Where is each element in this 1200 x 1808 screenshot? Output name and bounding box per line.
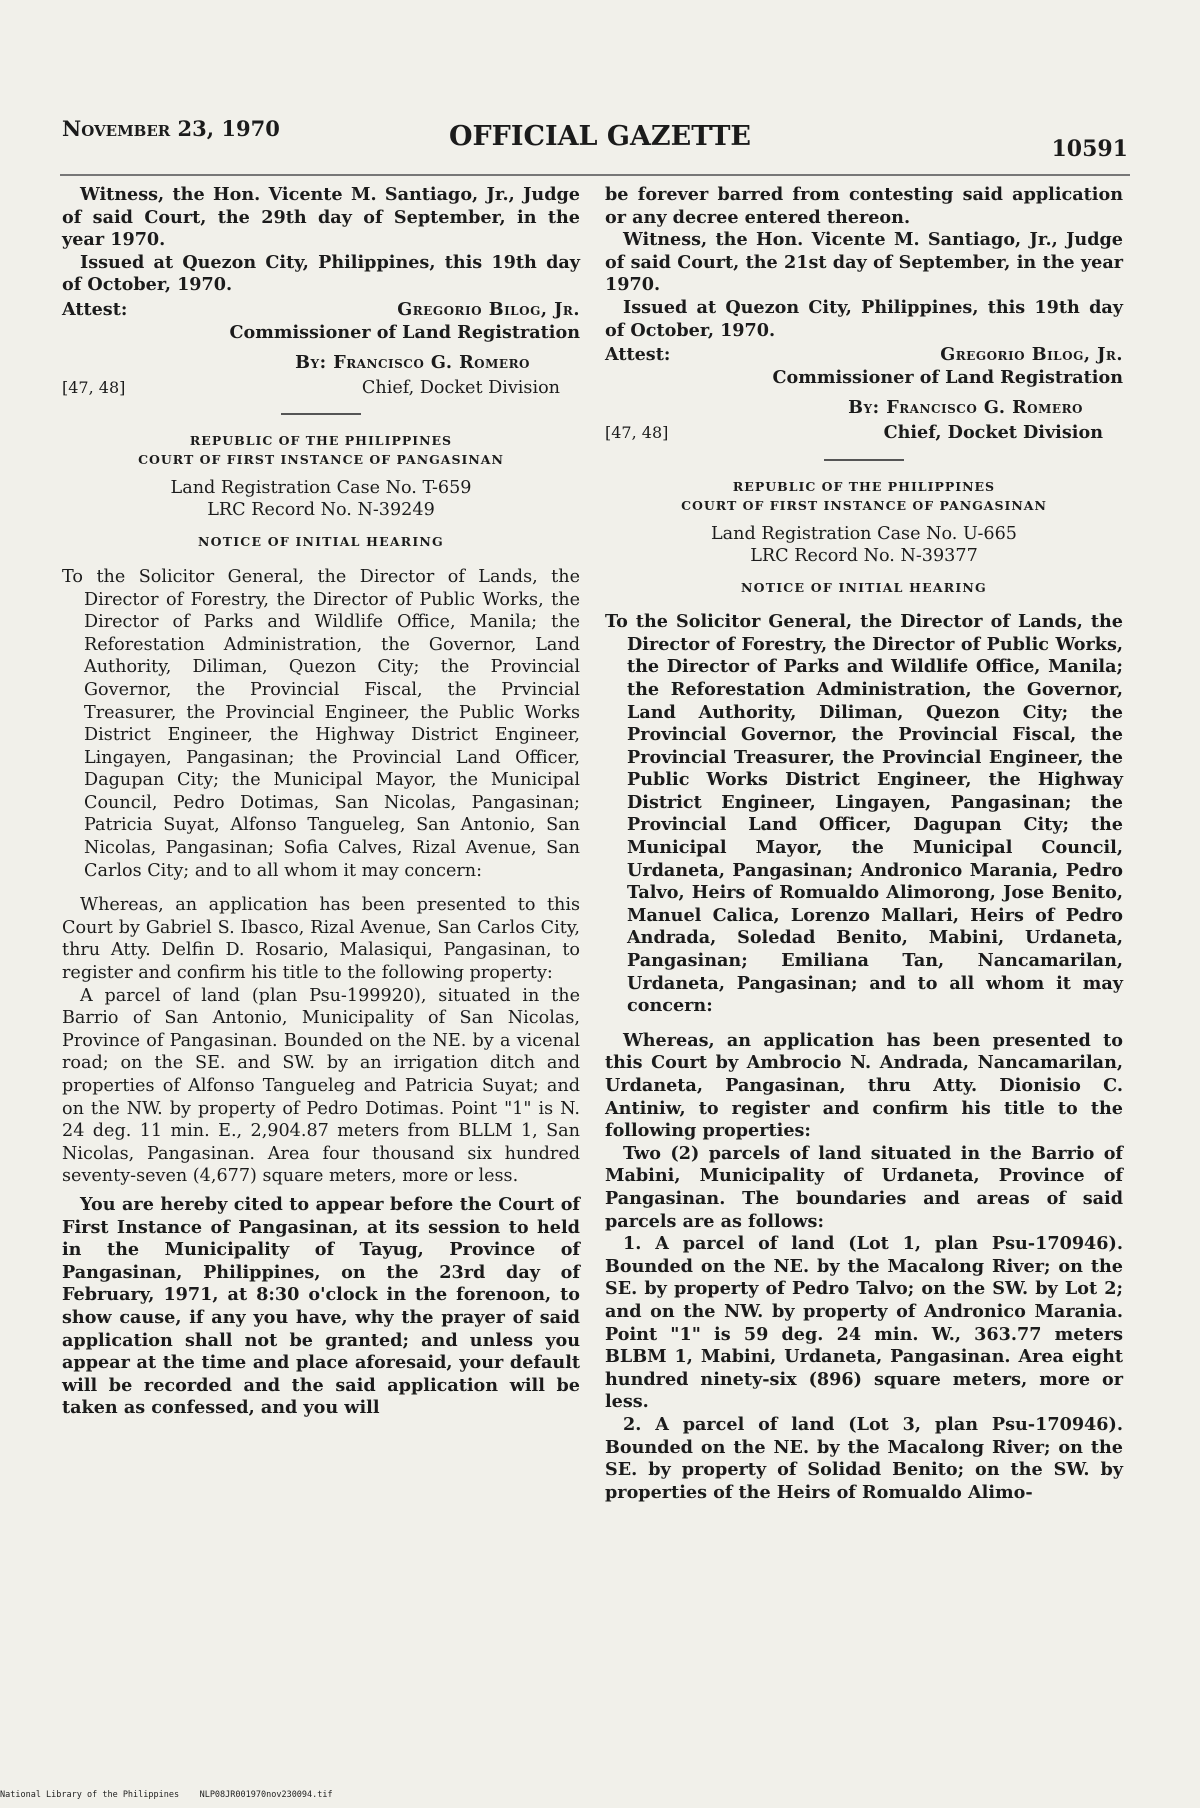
court-heading: COURT OF FIRST INSTANCE OF PANGASINAN [138, 452, 504, 468]
barred-paragraph: be forever barred from contesting said application or any decree entered thereon. [605, 184, 1123, 228]
witness-paragraph: Witness, the Hon. Vicente M. Santiago, Jr., Judge of said Court, the 29th day of September, in the year 1970. [62, 184, 580, 251]
issued-paragraph: Issued at Quezon City, Philippines, this 19th day of October, 1970. [62, 251, 580, 296]
issue-date: November 23, 1970 [62, 116, 280, 141]
lrc-record-right: LRC Record No. N-39377 [750, 545, 978, 566]
parcel-1-paragraph: 1. A parcel of land (Lot 1, plan Psu-170946). Bounded on the NE. by the Macalong River; on the SE. by property of Pedro Talvo; on the SW. by Lot 2; and on the NW. by property of Andronico Marania. Point "1" is 59 deg. 24 min. W., 363.77 meters BLBM 1, Mabini, Urdaneta, Pangasinan. Area eight hundred ninety-six (896) square meters, more or less. [605, 1233, 1123, 1413]
signatory [229, 299, 580, 344]
parcel-2-paragraph: 2. A parcel of land (Lot 3, plan Psu-170946). Bounded on the NE. by the Macalong River; on the SE. by property of Solidad Benito; on the SW. by properties of the Heirs of Romualdo Alimo- [605, 1413, 1123, 1503]
commissioner-name-right: Gregorio Bilog, Jr. [940, 344, 1123, 366]
chief-block-right [605, 422, 1123, 445]
case-number: Land Registration Case No. T-659 [170, 478, 472, 499]
publication-title: OFFICIAL GAZETTE [448, 121, 752, 152]
notice-heading: NOTICE OF INITIAL HEARING [198, 534, 444, 550]
republic-heading: REPUBLIC OF THE PHILIPPINES [189, 433, 453, 449]
header-rule [60, 174, 1130, 176]
scan-source-footer: National Library of the Philippines NLP08JR001970nov230094.tif [0, 1790, 333, 1800]
page-number: 10591 [1051, 136, 1128, 162]
chief-title-right: Chief, Docket Division [883, 421, 1103, 443]
attest-block [62, 299, 580, 344]
signatory-right [772, 344, 1123, 389]
attest-label-right: Attest: [605, 344, 671, 366]
by-block-right [605, 397, 1123, 420]
two-parcels-paragraph: Two (2) parcels of land situated in the Barrio of Mabini, Municipality of Urdaneta, Province of Pangasinan. The boundaries and areas of said parcels are as follows: [605, 1142, 1123, 1232]
notice-heading-right: NOTICE OF INITIAL HEARING [741, 579, 987, 595]
reference-mark-right: [47, 48] [605, 422, 669, 442]
issued-paragraph-right: Issued at Quezon City, Philippines, this 19th day of October, 1970. [605, 296, 1123, 341]
by-line: By: Francisco G. Romero [295, 352, 530, 374]
by-line-right: By: Francisco G. Romero [848, 397, 1083, 419]
section-separator-right [824, 459, 904, 461]
right-column [605, 184, 1123, 1504]
attest-label: Attest: [62, 298, 128, 320]
whereas-paragraph: Whereas, an application has been presented to this Court by Gabriel S. Ibasco, Rizal Avenue, San Carlos City, thru Atty. Delfin D. Rosario, Malasiqui, Pangasinan, to register and confirm his title to the following property: [62, 895, 580, 984]
section-separator [281, 413, 361, 415]
parcel-paragraph: A parcel of land (plan Psu-199920), situated in the Barrio of San Antonio, Municipality of San Nicolas, Province of Pangasinan. Bounded on the NE. by a vicenal road; on the SE. and SW. by an irrigation ditch and properties of Alfonso Tangueleg and Patricia Suyat; and on the NW. by property of Pedro Dotimas. Point "1" is N. 24 deg. 11 min. E., 2,904.87 meters from BLLM 1, San Nicolas, Pangasinan. Area four thousand six hundred seventy-seven (4,677) square meters, more or less. [62, 985, 580, 1187]
addressees-paragraph-right: To the Solicitor General, the Director of Lands, the Director of Forestry, the Director of Public Works, the Director of Parks and Wildlife Office, Manila; the Reforestation Administration, the Governor, Land Authority, Diliman, Quezon City; the Provincial Governor, the Provincial Fiscal, the Provincial Treasurer, the Provincial Engineer, the Public Works District Engineer, the Highway District Engineer, Lingayen, Pangasinan; the Provincial Land Officer, Dagupan City; the Municipal Mayor, the Municipal Council, Urdaneta, Pangasinan; Andronico Marania, Pedro Talvo, Heirs of Romualdo Alimorong, Jose Benito, Manuel Calica, Lorenzo Mallari, Heirs of Pedro Andrada, Soledad Benito, Mabini, Urdaneta, Pangasinan; Emiliana Tan, Nancamarilan, Urdaneta, Pangasinan; and to all whom it may concern: [605, 611, 1123, 1017]
case-number-block-right [605, 523, 1123, 567]
case-number-block [62, 477, 580, 521]
commissioner-title: Commissioner of Land Registration [229, 321, 580, 343]
commissioner-name: Gregorio Bilog, Jr. [397, 298, 580, 320]
republic-heading-right: REPUBLIC OF THE PHILIPPINES [732, 478, 996, 494]
commissioner-title-right: Commissioner of Land Registration [772, 366, 1123, 388]
chief-title: Chief, Docket Division [361, 377, 560, 398]
left-column [62, 184, 580, 1420]
witness-paragraph-right: Witness, the Hon. Vicente M. Santiago, Jr., Judge of said Court, the 21st day of September, in the year 1970. [605, 229, 1123, 296]
by-block [62, 352, 580, 375]
lrc-record: LRC Record No. N-39249 [207, 500, 435, 521]
case-number-right: Land Registration Case No. U-665 [710, 523, 1017, 544]
chief-block [62, 377, 580, 400]
attest-block-right [605, 344, 1123, 389]
court-heading-right: COURT OF FIRST INSTANCE OF PANGASINAN [681, 497, 1047, 513]
addressees-paragraph: To the Solicitor General, the Director of Lands, the Director of Forestry, the Director of Public Works, the Director of Parks and Wildlife Office, Manila; the Reforestation Administration, the Governor, Land Authority, Diliman, Quezon City; the Provincial Governor, the Provincial Fiscal, the Prvincial Treasurer, the Provincial Engineer, the Public Works District Engineer, the Highway District Engineer, Lingayen, Pangasinan; the Provincial Land Officer, Dagupan City; the Municipal Mayor, the Municipal Council, Pedro Dotimas, San Nicolas, Pangasinan; Patricia Suyat, Alfonso Tangueleg, San Antonio, San Nicolas, Pangasinan; Sofia Calves, Rizal Avenue, San Carlos City; and to all whom it may concern: [62, 566, 580, 881]
reference-mark: [47, 48] [62, 377, 126, 397]
cited-paragraph: You are hereby cited to appear before the Court of First Instance of Pangasinan, at its session to held in the Municipality of Tayug, Province of Pangasinan, Philippines, on the 23rd day of February, 1971, at 8:30 o'clock in the forenoon, to show cause, if any you have, why the prayer of said application shall not be granted; and unless you appear at the time and place aforesaid, your default will be recorded and the said application will be taken as confessed, and you will [62, 1193, 580, 1419]
whereas-paragraph-right: Whereas, an application has been presented to this Court by Ambrocio N. Andrada, Nancamarilan, Urdaneta, Pangasinan, thru Atty. Dionisio C. Antiniw, to register and confirm his title to the following properties: [605, 1029, 1123, 1142]
